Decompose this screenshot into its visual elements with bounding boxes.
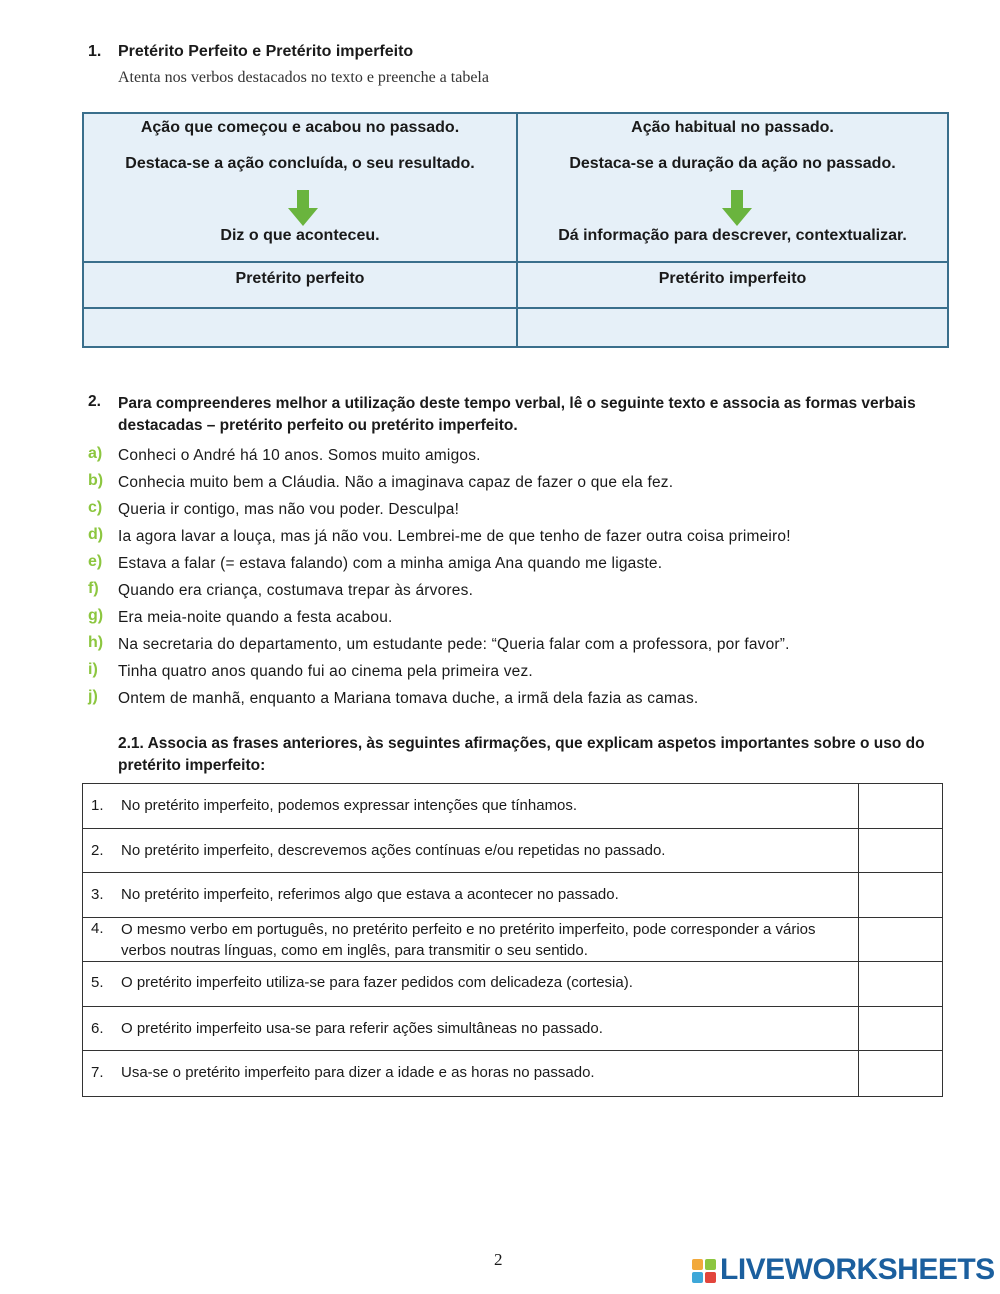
table-row xyxy=(83,918,942,963)
perfeito-answer-cell[interactable] xyxy=(84,309,516,346)
imperfeito-line3: Dá informação para descrever, contextualizar. xyxy=(558,227,907,244)
answer-cell[interactable] xyxy=(859,1007,942,1051)
statement-cell xyxy=(83,873,859,917)
item-text: Era meia-noite quando a festa acabou. xyxy=(118,609,393,626)
statement-number: 4. xyxy=(91,919,104,937)
statement-number: 7. xyxy=(91,1064,104,1081)
tense-table xyxy=(82,112,949,348)
logo-text: LIVEWORKSHEETS xyxy=(720,1253,995,1286)
item-letter: j) xyxy=(88,688,98,705)
item-text: Quando era criança, costumava trepar às árvores. xyxy=(118,582,474,599)
statement-cell xyxy=(83,918,859,962)
statement-text: O pretérito imperfeito utiliza-se para fazer pedidos com delicadeza (cortesia). xyxy=(121,974,633,991)
table-row xyxy=(83,873,942,918)
answer-cell[interactable] xyxy=(859,962,942,1006)
answer-cell[interactable] xyxy=(859,784,942,828)
logo-blocks-icon xyxy=(692,1259,716,1283)
statement-number: 5. xyxy=(91,974,104,991)
statement-number: 1. xyxy=(91,797,104,814)
item-letter: c) xyxy=(88,499,103,516)
table-row xyxy=(83,829,942,874)
answer-cell[interactable] xyxy=(859,918,942,962)
answer-cell[interactable] xyxy=(859,873,942,917)
table-row xyxy=(83,784,942,829)
item-letter: f) xyxy=(88,580,99,597)
answer-cell[interactable] xyxy=(859,1051,942,1096)
statement-text: Usa-se o pretérito imperfeito para dizer a idade e as horas no passado. xyxy=(121,1064,595,1081)
statement-cell xyxy=(83,962,859,1006)
item-text: Queria ir contigo, mas não vou poder. Desculpa! xyxy=(118,501,460,518)
subsection-title: 2.1. Associa as frases anteriores, às seguintes afirmações, que explicam aspetos importantes sobre o uso do pretérito imperfeito: xyxy=(118,735,925,774)
statement-number: 3. xyxy=(91,886,104,903)
item-letter: h) xyxy=(88,634,104,651)
item-text: Tinha quatro anos quando fui ao cinema pela primeira vez. xyxy=(118,663,533,680)
table-row xyxy=(83,1007,942,1052)
imperfeito-line2: Destaca-se a duração da ação no passado. xyxy=(569,155,896,172)
item-letter: e) xyxy=(88,553,103,570)
item-letter: d) xyxy=(88,526,104,543)
section1-subtitle: Atenta nos verbos destacados no texto e preenche a tabela xyxy=(118,69,489,86)
item-letter: b) xyxy=(88,472,104,489)
imperfeito-header: Pretérito imperfeito xyxy=(658,270,807,287)
arrow-down-icon xyxy=(722,190,752,226)
section1-title: Pretérito Perfeito e Pretérito imperfeito xyxy=(118,43,414,60)
statement-number: 6. xyxy=(91,1019,104,1037)
statement-cell xyxy=(83,829,859,873)
statement-text: No pretérito imperfeito, referimos algo que estava a acontecer no passado. xyxy=(121,886,619,903)
imperfeito-answer-cell[interactable] xyxy=(518,309,947,346)
table-row xyxy=(83,1051,942,1096)
statement-text: O pretérito imperfeito usa-se para referir ações simultâneas no passado. xyxy=(121,1019,603,1037)
section2-title: Para compreenderes melhor a utilização deste tempo verbal, lê o seguinte texto e associa as formas verbais destacadas – pretérito perfeito ou pretérito imperfeito. xyxy=(118,395,916,434)
answer-cell[interactable] xyxy=(859,829,942,873)
imperfeito-description-cell xyxy=(518,114,947,261)
item-letter: a) xyxy=(88,445,103,462)
perfeito-header-cell xyxy=(84,263,516,307)
section1-number: 1. xyxy=(88,43,102,60)
statement-text: No pretérito imperfeito, podemos expressar intenções que tínhamos. xyxy=(121,797,578,814)
perfeito-header: Pretérito perfeito xyxy=(235,270,365,287)
statement-text: O mesmo verbo em português, no pretérito perfeito e no pretérito imperfeito, pode corresponder a vários verbos noutras línguas, como em inglês, para transmitir o seu sentido. xyxy=(121,920,816,959)
statement-number: 2. xyxy=(91,841,104,859)
section2-number: 2. xyxy=(88,393,101,410)
imperfeito-header-cell xyxy=(518,263,947,307)
item-text: Conhecia muito bem a Cláudia. Não a imaginava capaz de fazer o que ela fez. xyxy=(118,474,674,491)
item-text: Ontem de manhã, enquanto a Mariana tomava duche, a irmã dela fazia as camas. xyxy=(118,690,699,707)
page-number: 2 xyxy=(494,1250,503,1269)
item-text: Estava a falar (= estava falando) com a minha amiga Ana quando me ligaste. xyxy=(118,555,663,572)
item-text: Ia agora lavar a louça, mas já não vou. Lembrei-me de que tenho de fazer outra coisa primeiro! xyxy=(118,528,791,545)
perfeito-line1: Ação que começou e acabou no passado. xyxy=(140,119,460,136)
item-text: Na secretaria do departamento, um estudante pede: “Queria falar com a professora, por favor”. xyxy=(118,636,790,653)
arrow-down-icon xyxy=(288,190,318,226)
imperfeito-line1: Ação habitual no passado. xyxy=(631,119,834,136)
perfeito-line2: Destaca-se a ação concluída, o seu resultado. xyxy=(125,155,475,172)
item-letter: i) xyxy=(88,661,98,678)
table-row xyxy=(83,962,942,1007)
statement-cell xyxy=(83,1051,859,1096)
statement-text: No pretérito imperfeito, descrevemos ações contínuas e/ou repetidas no passado. xyxy=(121,841,666,859)
perfeito-line3: Diz o que aconteceu. xyxy=(220,227,380,244)
statement-cell xyxy=(83,784,859,828)
statement-cell xyxy=(83,1007,859,1051)
perfeito-description-cell xyxy=(84,114,516,261)
statements-table xyxy=(82,783,943,1097)
item-letter: g) xyxy=(88,607,104,624)
item-text: Conheci o André há 10 anos. Somos muito amigos. xyxy=(118,447,481,464)
